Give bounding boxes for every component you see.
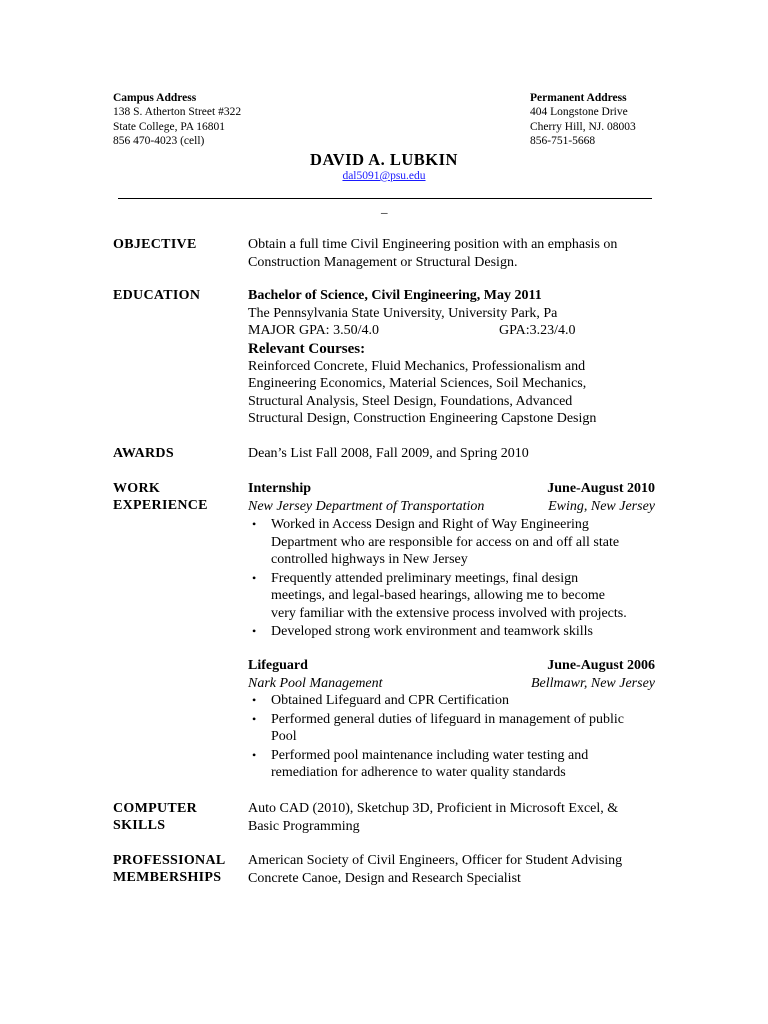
campus-street: 138 S. Atherton Street #322	[113, 106, 242, 118]
job-location: Bellmawr, New Jersey	[530, 675, 655, 691]
job-bullet	[248, 570, 658, 623]
permanent-city: Cherry Hill, NJ. 08003	[530, 121, 636, 133]
memberships-label	[113, 852, 226, 886]
bullet-line: Performed general duties of lifeguard in management of public	[271, 711, 624, 727]
bullet-icon: •	[252, 570, 257, 585]
bullet-line: Frequently attended preliminary meetings, final design	[271, 570, 579, 586]
bullet-line: remediation for adherence to water quality standards	[271, 765, 566, 780]
permanent-street: 404 Longstone Drive	[530, 106, 628, 118]
bullet-icon: •	[252, 624, 257, 638]
bullet-icon: •	[252, 711, 257, 726]
course-line: Structural Analysis, Steel Design, Foundations, Advanced	[248, 393, 573, 409]
header-divider	[118, 198, 652, 199]
education-section	[248, 287, 658, 428]
permanent-phone: 856-751-5668	[530, 135, 596, 147]
memberships-text	[248, 852, 658, 887]
skills-line: Basic Programming	[248, 818, 360, 834]
major-gpa: MAJOR GPA: 3.50/4.0	[248, 323, 379, 338]
objective-line: Construction Management or Structural Design.	[248, 254, 518, 270]
bullet-line: Obtained Lifeguard and CPR Certification	[271, 693, 509, 708]
awards-text	[248, 445, 658, 463]
job-bullet	[248, 711, 658, 746]
bullet-line: Performed pool maintenance including water testing and	[271, 747, 589, 763]
courses-heading: Relevant Courses:	[248, 340, 366, 357]
skills-text	[248, 800, 658, 835]
objective-label: OBJECTIVE	[113, 237, 197, 252]
degree: Bachelor of Science, Civil Engineering, May 2011	[248, 288, 542, 303]
job-internship	[248, 480, 658, 641]
skills-label-line: SKILLS	[113, 818, 166, 833]
campus-city: State College, PA 16801	[113, 121, 226, 133]
job-title: Lifeguard	[248, 658, 308, 673]
job-bullet	[248, 516, 658, 569]
bullet-line: Worked in Access Design and Right of Way Engineering	[271, 517, 589, 532]
job-bullet	[248, 747, 658, 782]
memberships-label-line: MEMBERSHIPS	[113, 870, 222, 885]
job-employer: Nark Pool Management	[248, 675, 383, 691]
school: The Pennsylvania State University, University Park, Pa	[248, 305, 558, 321]
skills-label	[113, 800, 197, 834]
bullet-line: Developed strong work environment and teamwork skills	[271, 624, 593, 639]
job-title: Internship	[248, 481, 312, 496]
education-label: EDUCATION	[113, 288, 201, 303]
campus-address-heading: Campus Address	[113, 92, 197, 104]
awards-label: AWARDS	[113, 446, 174, 461]
email-link[interactable]: dal5091@psu.edu	[342, 170, 426, 182]
job-dates: June-August 2010	[547, 481, 655, 496]
job-lifeguard	[248, 657, 658, 782]
divider-dash: _	[381, 200, 388, 215]
job-bullet	[248, 623, 658, 641]
job-dates: June-August 2006	[547, 658, 655, 673]
overall-gpa: GPA:3.23/4.0	[499, 323, 576, 338]
gpa-row	[248, 322, 658, 340]
skills-line: Auto CAD (2010), Sketchup 3D, Proficient in Microsoft Excel, &	[248, 801, 619, 816]
bullet-line: meetings, and legal-based hearings, allowing me to become	[271, 588, 605, 603]
memberships-label-line: PROFESSIONAL	[113, 853, 226, 868]
bullet-line: Department who are responsible for access on and off all state	[271, 534, 620, 550]
objective-line: Obtain a full time Civil Engineering position with an emphasis on	[248, 237, 618, 252]
bullet-icon: •	[252, 747, 257, 762]
job-location: Ewing, New Jersey	[548, 498, 655, 514]
course-line: Structural Design, Construction Engineering Capstone Design	[248, 411, 597, 426]
candidate-name: DAVID A. LUBKIN	[310, 150, 458, 169]
bullet-icon: •	[252, 517, 257, 531]
bullet-icon: •	[252, 693, 257, 707]
bullet-line: Pool	[271, 729, 297, 744]
memberships-line: Concrete Canoe, Design and Research Specialist	[248, 870, 521, 886]
objective-text	[248, 236, 658, 271]
work-label	[113, 480, 208, 514]
bullet-line: very familiar with the extensive process involved with projects.	[271, 605, 627, 621]
awards-line: Dean’s List Fall 2008, Fall 2009, and Spring 2010	[248, 446, 529, 461]
bullet-line: controlled highways in New Jersey	[271, 552, 468, 567]
campus-phone: 856 470-4023 (cell)	[113, 135, 205, 147]
memberships-line: American Society of Civil Engineers, Officer for Student Advising	[248, 853, 623, 868]
work-label-line: WORK	[113, 481, 161, 496]
skills-label-line: COMPUTER	[113, 801, 198, 816]
course-line: Engineering Economics, Material Sciences, Soil Mechanics,	[248, 376, 587, 391]
work-label-line: EXPERIENCE	[113, 498, 208, 513]
job-employer: New Jersey Department of Transportation	[248, 498, 485, 514]
permanent-address-heading: Permanent Address	[530, 92, 627, 104]
job-bullet	[248, 692, 658, 710]
course-line: Reinforced Concrete, Fluid Mechanics, Professionalism and	[248, 358, 586, 374]
